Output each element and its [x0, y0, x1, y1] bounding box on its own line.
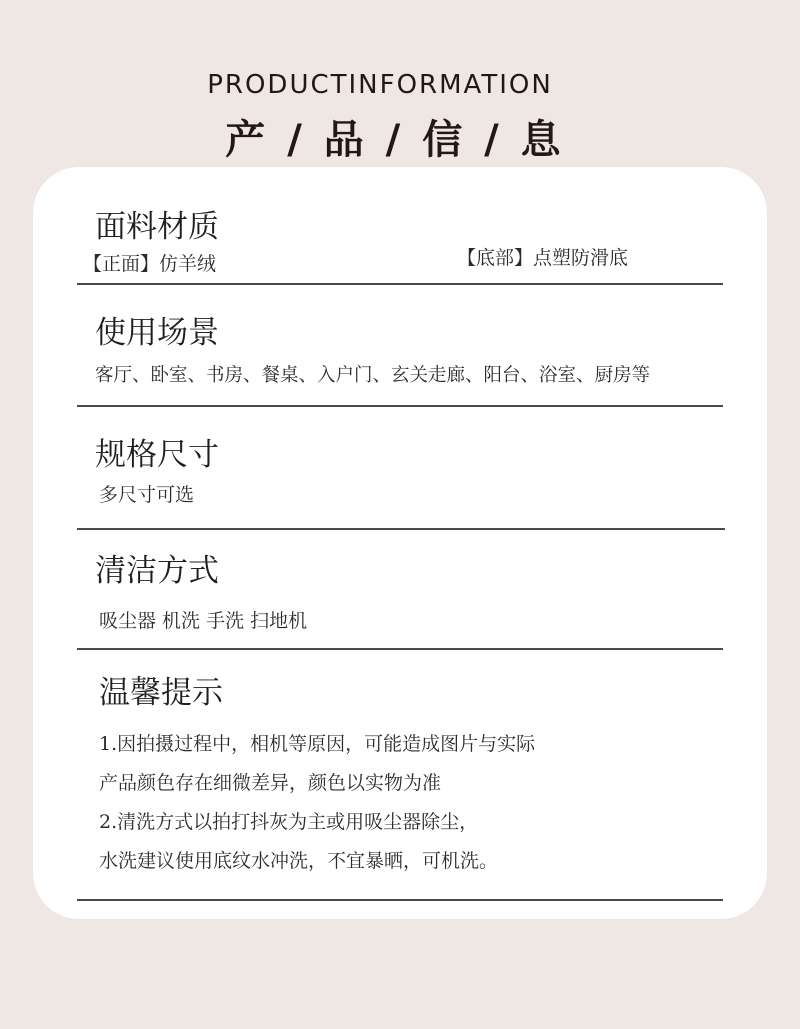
tip-line: 产品颜色存在细微差异，颜色以实物为准	[99, 772, 442, 794]
size-text: 多尺寸可选	[99, 484, 195, 506]
usage-title: 使用场景	[95, 315, 219, 351]
info-card	[33, 167, 767, 919]
divider	[77, 283, 723, 285]
material-bottom: 【底部】点塑防滑底	[457, 247, 629, 269]
divider	[77, 648, 723, 650]
cleaning-text: 吸尘器 机洗 手洗 扫地机	[99, 610, 308, 632]
tip-line: 1.因拍摄过程中，相机等原因，可能造成图片与实际	[99, 733, 536, 755]
header-title-cn: 产 / 品 / 信 / 息	[225, 117, 565, 163]
divider	[77, 528, 725, 530]
divider	[77, 899, 723, 901]
tip-line: 水洗建议使用底纹水冲洗，不宜暴晒，可机洗。	[99, 850, 499, 872]
header-title-en: PRODUCTINFORMATION	[207, 70, 553, 100]
usage-text: 客厅、卧室、书房、餐桌、入户门、玄关走廊、阳台、浴室、厨房等	[95, 365, 651, 386]
size-title: 规格尺寸	[95, 437, 219, 473]
divider	[77, 405, 723, 407]
tip-line: 2.清洗方式以拍打抖灰为主或用吸尘器除尘，	[99, 811, 479, 833]
material-title: 面料材质	[95, 209, 219, 245]
material-front: 【正面】仿羊绒	[83, 253, 217, 275]
tips-title: 温馨提示	[99, 675, 223, 711]
cleaning-title: 清洁方式	[95, 553, 219, 589]
